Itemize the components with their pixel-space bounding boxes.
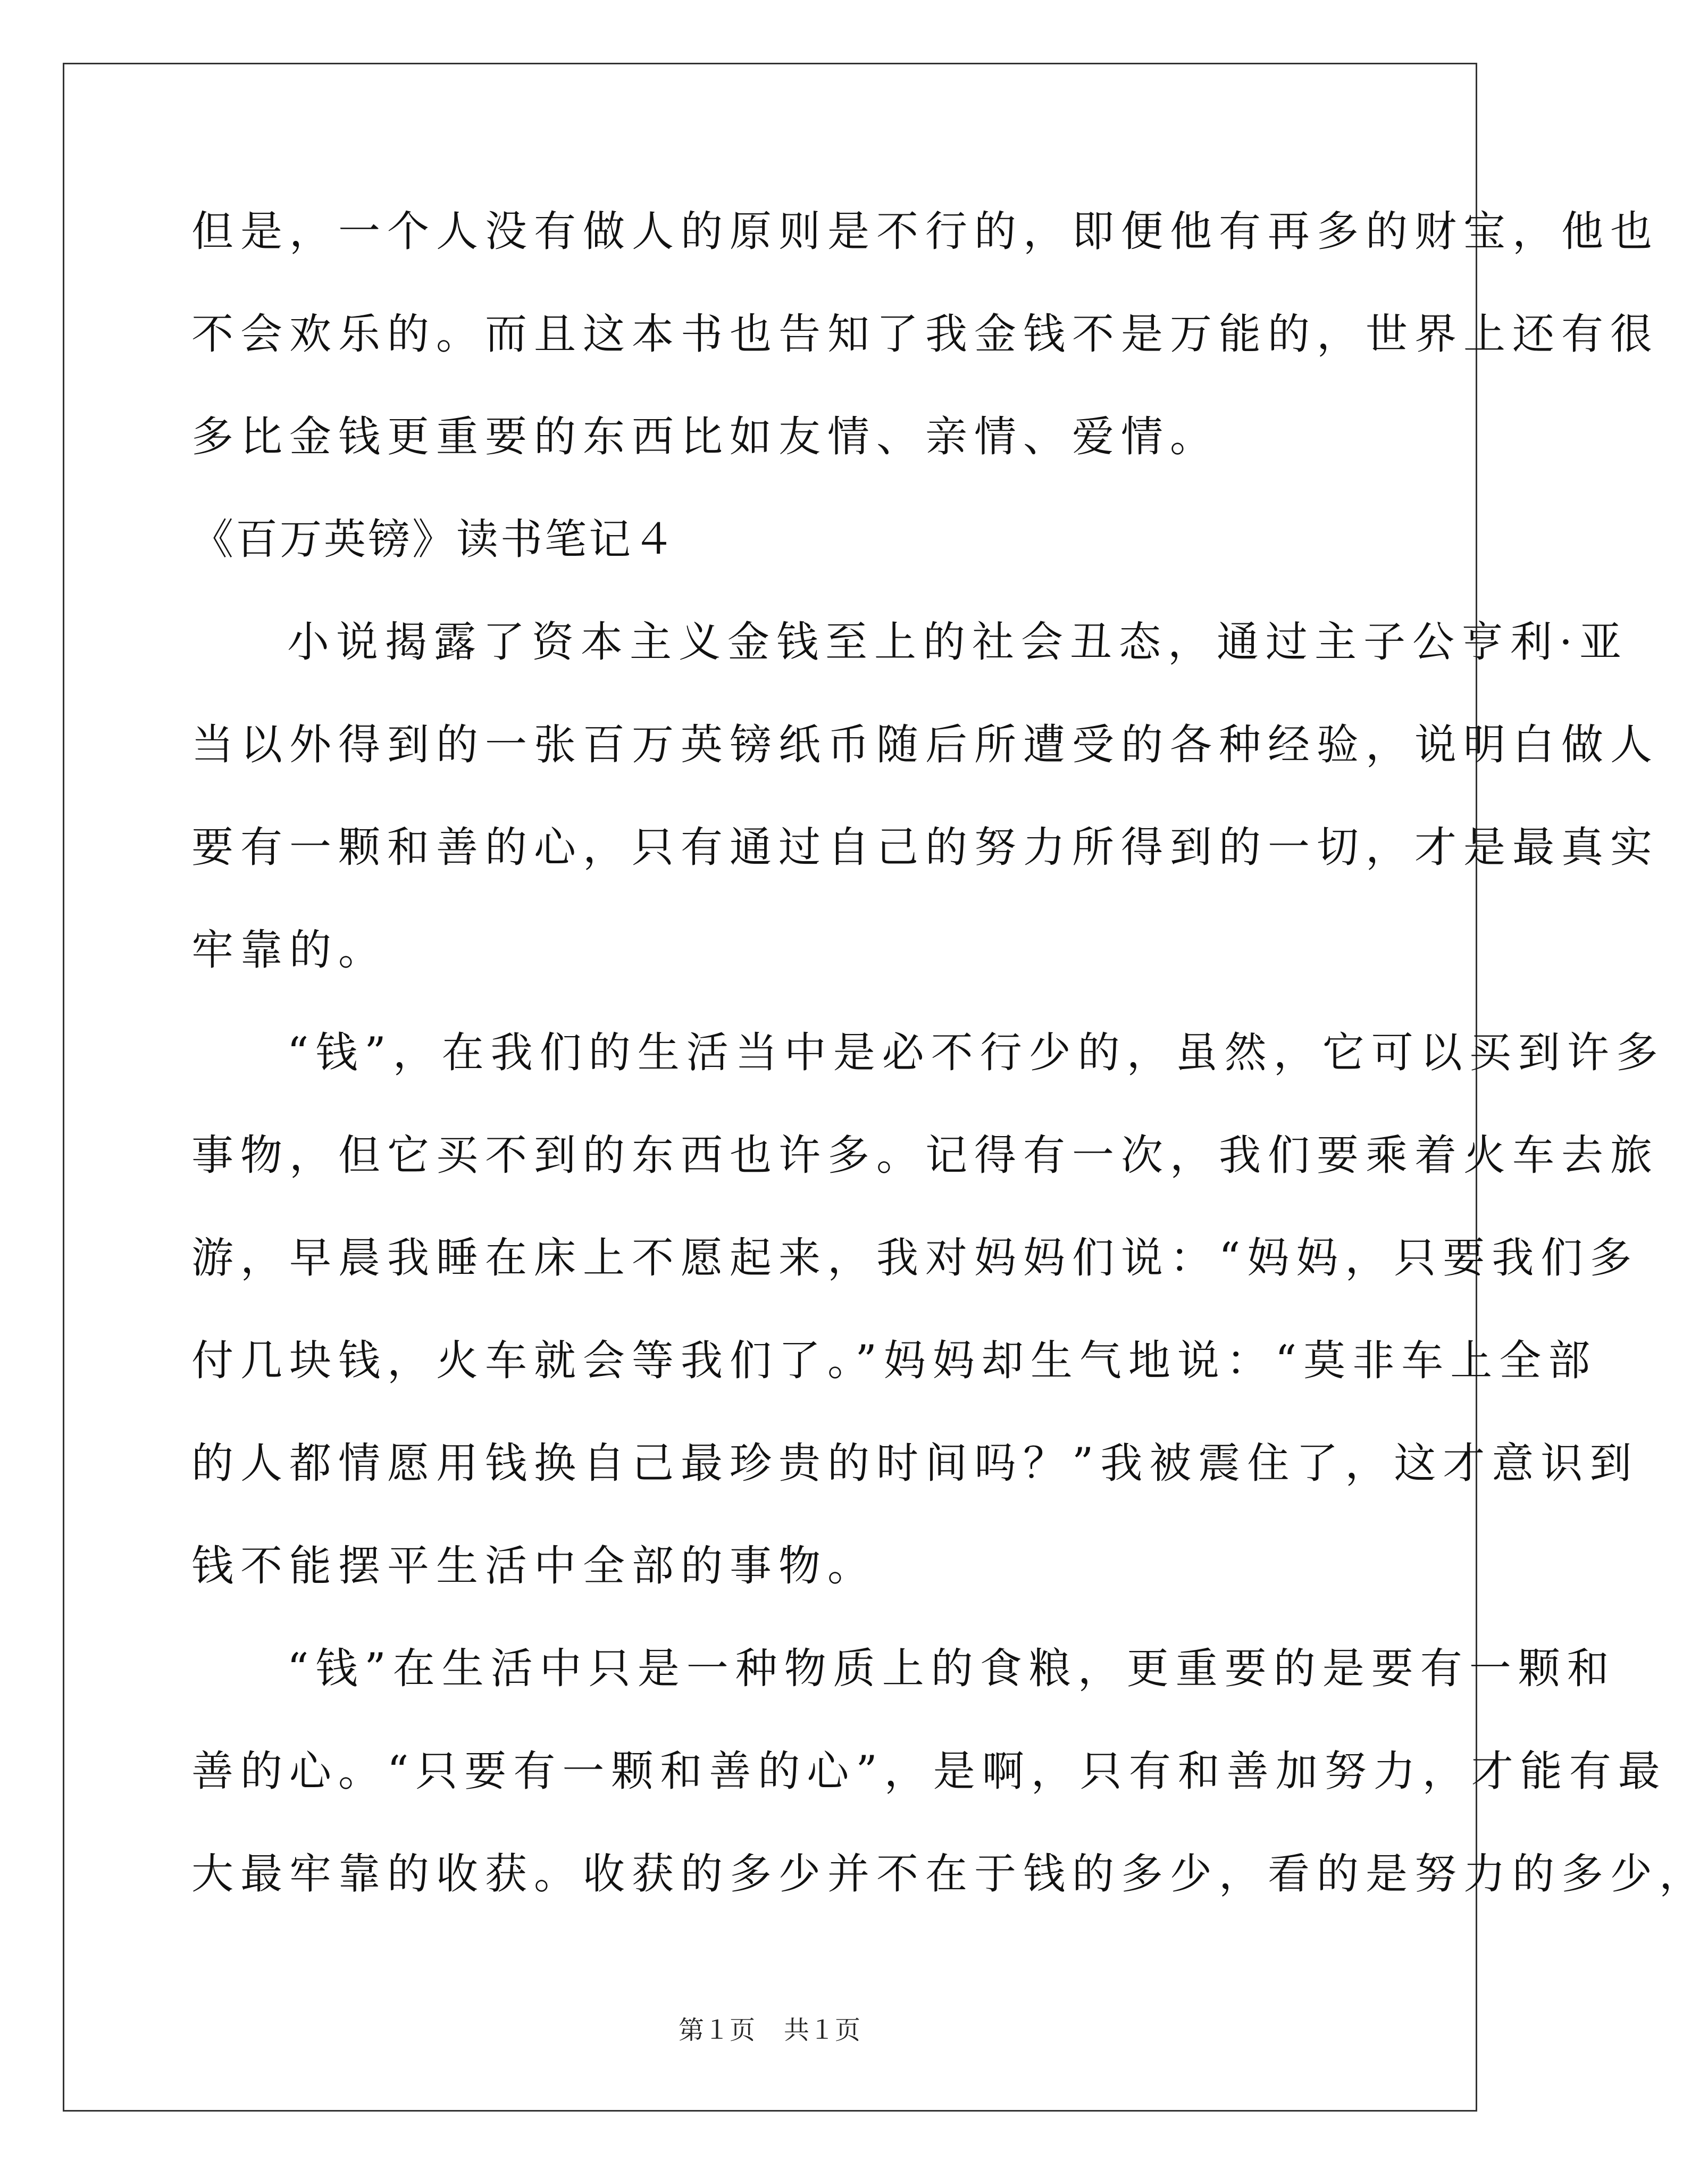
paragraph-line: 不会欢乐的。而且这本书也告知了我金钱不是万能的，世界上还有很 xyxy=(191,310,1659,358)
paragraph-line: 游，早晨我睡在床上不愿起来，我对妈妈们说：“妈妈，只要我们多 xyxy=(191,1233,1639,1282)
page-border xyxy=(63,63,1477,2112)
paragraph-line: 大最牢靠的收获。收获的多少并不在于钱的多少，看的是努力的多少， xyxy=(191,1849,1708,1898)
paragraph-line: 当以外得到的一张百万英镑纸币随后所遭受的各种经验，说明白做人 xyxy=(191,720,1659,769)
page-footer xyxy=(0,2015,1539,2047)
paragraph-line: 的人都情愿用钱换自己最珍贵的时间吗？”我被震住了，这才意识到 xyxy=(191,1439,1639,1488)
paragraph-line: 小说揭露了资本主义金钱至上的社会丑态，通过主子公亨利·亚 xyxy=(287,618,1629,666)
section-heading: 《百万英镑》读书笔记４ xyxy=(191,515,677,564)
page-number: 第１页 xyxy=(678,2016,755,2045)
paragraph-line: 事物，但它买不到的东西也许多。记得有一次，我们要乘着火车去旅 xyxy=(191,1131,1659,1180)
paragraph-line: 牢靠的。 xyxy=(191,925,387,974)
paragraph-line: 但是，一个人没有做人的原则是不行的，即便他有再多的财宝，他也 xyxy=(191,207,1659,256)
paragraph-line: “钱”，在我们的生活当中是必不行少的，虽然，它可以买到许多 xyxy=(287,1028,1665,1077)
paragraph-line: 钱不能摆平生活中全部的事物。 xyxy=(191,1541,876,1590)
paragraph-line: 多比金钱更重要的东西比如友情、亲情、爱情。 xyxy=(191,412,1219,461)
paragraph-line: 善的心。“只要有一颗和善的心”，是啊，只有和善加努力，才能有最 xyxy=(191,1747,1667,1796)
paragraph-line: 付几块钱，火车就会等我们了。”妈妈却生气地说：“莫非车上全部 xyxy=(191,1336,1597,1385)
paragraph-line: “钱”在生活中只是一种物质上的食粮，更重要的是要有一颗和 xyxy=(287,1644,1616,1693)
paragraph-line: 要有一颗和善的心，只有通过自己的努力所得到的一切，才是最真实 xyxy=(191,823,1659,872)
page-total: 共１页 xyxy=(784,2016,861,2045)
